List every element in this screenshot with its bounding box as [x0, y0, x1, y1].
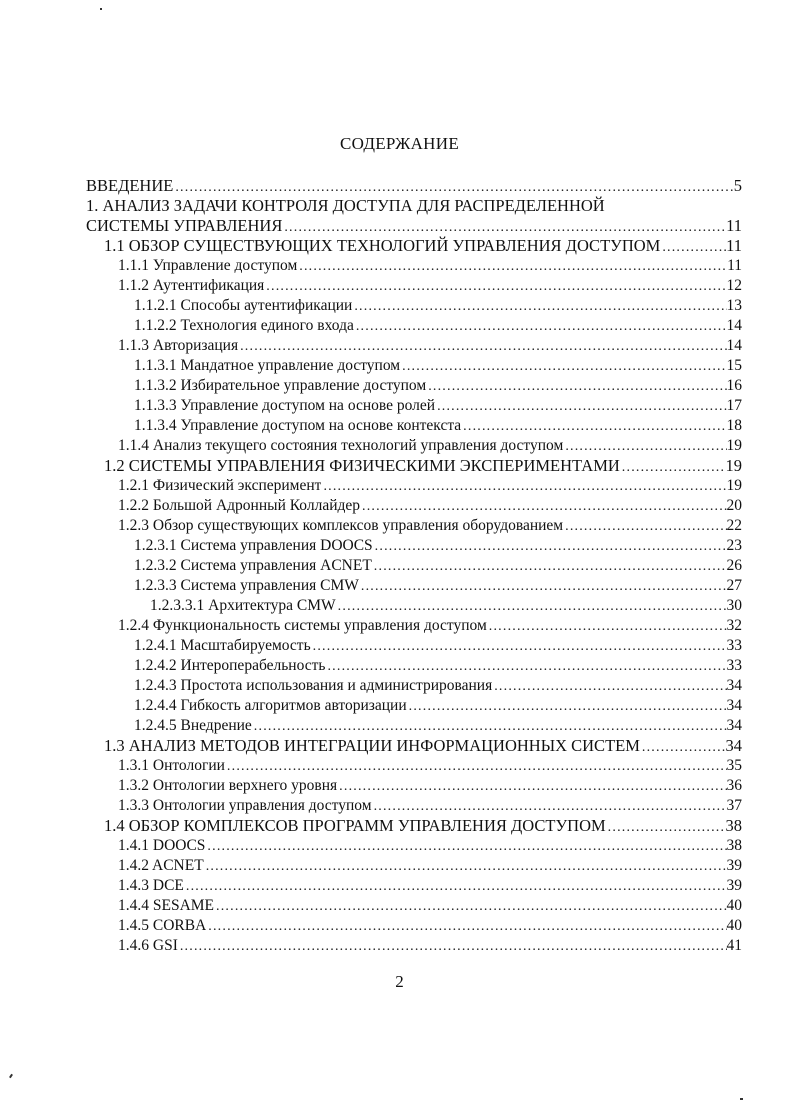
toc-entry-page: 14: [726, 317, 742, 334]
toc-entry-label: 1.2.4.4 Гибкость алгоритмов авторизации: [134, 697, 407, 714]
toc-entry-label: 1.1.2.1 Способы аутентификации: [134, 297, 353, 314]
toc-entry[interactable]: [86, 776, 742, 796]
toc-entry-page: 13: [726, 297, 742, 314]
toc-entry[interactable]: [86, 916, 742, 936]
leader-dots: [660, 238, 726, 258]
leader-dots: [461, 417, 726, 437]
toc-entry-label: 1.1.4 Анализ текущего состояния технологий управления доступом: [118, 437, 564, 454]
toc-entry-label: 1.4.6 GSI: [118, 937, 178, 954]
page-title: СОДЕРЖАНИЕ: [339, 134, 460, 153]
toc-entry[interactable]: [86, 576, 742, 596]
toc-entry-page: 11: [726, 216, 742, 235]
toc-entry[interactable]: [86, 656, 742, 676]
toc-entry[interactable]: [86, 736, 742, 756]
scan-speck: [100, 8, 102, 10]
toc-entry-label: 1.2.3.3.1 Архитектура CMW: [150, 597, 336, 614]
toc-entry-label: 1.3.3 Онтологии управления доступом: [118, 797, 372, 814]
toc-entry-page: 22: [726, 517, 742, 534]
leader-dots: [563, 437, 726, 457]
toc-entry[interactable]: [86, 296, 742, 316]
toc-entry[interactable]: [86, 416, 742, 436]
toc-entry[interactable]: [86, 496, 742, 516]
toc-entry-label: 1.1.3.3 Управление доступом на основе ролей: [134, 397, 436, 414]
toc-entry[interactable]: [86, 316, 742, 336]
toc-entry-label: 1.1.1 Управление доступом: [118, 257, 298, 274]
toc-entry-page: 20: [726, 497, 742, 514]
toc-entry-page: 5: [733, 176, 742, 195]
toc-entry-page: 11: [727, 257, 742, 274]
leader-dots: [352, 297, 726, 317]
toc-entry[interactable]: [86, 856, 742, 876]
leader-dots: [435, 397, 726, 417]
toc-entry-page: 19: [725, 456, 742, 475]
toc-entry[interactable]: [86, 396, 742, 416]
toc-entry-page: 11: [726, 236, 742, 255]
toc-entry-label: 1.2.4.1 Масштабируемость: [134, 637, 311, 654]
toc-entry[interactable]: [86, 236, 742, 256]
toc-entry-label: 1.2.4.5 Внедрение: [134, 717, 252, 734]
leader-dots: [225, 757, 727, 777]
toc-entry-page: 36: [726, 777, 742, 794]
scan-speck: [9, 1074, 13, 1078]
toc-entry-label: 1.2.1 Физический эксперимент: [118, 477, 322, 494]
leader-dots: [640, 738, 726, 758]
leader-dots: [282, 218, 726, 238]
toc-entry[interactable]: [86, 476, 742, 496]
toc-entry[interactable]: [86, 876, 742, 896]
toc-entry-page: 34: [726, 717, 742, 734]
toc-entry-label: 1.2.2 Большой Адронный Коллайдер: [118, 497, 361, 514]
toc-entry-page: 39: [726, 857, 742, 874]
leader-dots: [354, 317, 727, 337]
toc-entry-page: 16: [726, 377, 742, 394]
toc-entry[interactable]: [86, 936, 742, 956]
leader-dots: [206, 917, 726, 937]
leader-dots: [205, 837, 726, 857]
toc-entry-label: 1.1.3.1 Мандатное управление доступом: [134, 357, 401, 374]
leader-dots: [407, 697, 727, 717]
toc-entry[interactable]: [86, 376, 742, 396]
toc-entry[interactable]: [86, 256, 742, 276]
toc-entry-page: 34: [726, 697, 742, 714]
toc-entry-label: 1.2.4.3 Простота использования и администрирования: [134, 677, 493, 694]
toc-entry-label: 1.4.4 SESAME: [118, 897, 215, 914]
leader-dots: [184, 877, 727, 897]
leader-dots: [373, 537, 727, 557]
toc-entry[interactable]: [86, 636, 742, 656]
toc-entry-page: 17: [726, 397, 742, 414]
toc-entry[interactable]: [86, 596, 742, 616]
leader-dots: [173, 178, 733, 198]
toc-entry[interactable]: [86, 756, 742, 776]
toc-entry-page: 15: [726, 357, 742, 374]
leader-dots: [492, 677, 726, 697]
toc-entry[interactable]: [86, 796, 742, 816]
leader-dots: [178, 937, 727, 957]
leader-dots: [336, 597, 727, 617]
toc-entry[interactable]: [86, 676, 742, 696]
toc-entry-label: 1.3.1 Онтологии: [118, 757, 225, 774]
toc-entry[interactable]: [86, 516, 742, 536]
toc-entry[interactable]: [86, 556, 742, 576]
page-number: 2: [395, 972, 404, 991]
table-of-contents: [86, 176, 742, 956]
toc-entry-label: ВВЕДЕНИЕ: [86, 176, 174, 195]
toc-entry-page: 34: [726, 677, 742, 694]
toc-entry[interactable]: [86, 696, 742, 716]
toc-entry-label: 1.2.4.2 Интероперабельность: [134, 657, 326, 674]
toc-entry-label: 1.4.2 ACNET: [118, 857, 204, 874]
toc-entry-label: 1.1 ОБЗОР СУЩЕСТВУЮЩИХ ТЕХНОЛОГИЙ УПРАВЛЕНИЯ ДОСТУПОМ: [104, 236, 661, 255]
leader-dots: [297, 257, 727, 277]
leader-dots: [359, 577, 727, 597]
toc-entry[interactable]: [86, 436, 742, 456]
toc-entry-label: 1.2.3.2 Система управления ACNET: [134, 557, 372, 574]
toc-entry-label: СИСТЕМЫ УПРАВЛЕНИЯ: [86, 216, 283, 235]
toc-entry-label: 1.4.3 DCE: [118, 877, 184, 894]
toc-entry-page: 35: [726, 757, 742, 774]
toc-entry-page: 33: [726, 637, 742, 654]
toc-entry[interactable]: [86, 336, 742, 356]
toc-entry[interactable]: [86, 816, 742, 836]
toc-entry[interactable]: [86, 836, 742, 856]
toc-entry-page: 39: [726, 877, 742, 894]
leader-dots: [620, 458, 726, 478]
leader-dots: [487, 617, 727, 637]
toc-entry-label: 1.2.3 Обзор существующих комплексов управления оборудованием: [118, 517, 564, 534]
toc-entry-page: 38: [725, 816, 742, 835]
toc-entry-label: 1.2.3.3 Система управления CMW: [134, 577, 359, 594]
toc-entry-page: 18: [726, 417, 742, 434]
toc-entry-label: 1.4 ОБЗОР КОМПЛЕКСОВ ПРОГРАММ УПРАВЛЕНИЯ ДОСТУПОМ: [104, 816, 606, 835]
toc-entry-page: 26: [726, 557, 742, 574]
leader-dots: [372, 797, 727, 817]
toc-entry-page: 30: [726, 597, 742, 614]
toc-entry[interactable]: [86, 456, 742, 476]
toc-entry-page: 38: [726, 837, 742, 854]
leader-dots: [264, 277, 726, 297]
leader-dots: [426, 377, 726, 397]
toc-entry-label: 1.2.4 Функциональность системы управления доступом: [118, 617, 487, 634]
toc-entry-page: 40: [726, 897, 742, 914]
leader-dots: [337, 777, 726, 797]
leader-dots: [372, 557, 727, 577]
leader-dots: [311, 637, 727, 657]
toc-entry-label: 1.2 СИСТЕМЫ УПРАВЛЕНИЯ ФИЗИЧЕСКИМИ ЭКСПЕРИМЕНТАМИ: [104, 456, 620, 475]
toc-entry-label: 1.3 АНАЛИЗ МЕТОДОВ ИНТЕГРАЦИИ ИНФОРМАЦИОННЫХ СИСТЕМ: [104, 736, 640, 755]
leader-dots: [214, 897, 726, 917]
toc-entry-label: 1.1.3.2 Избирательное управление доступом: [134, 377, 427, 394]
toc-entry-label: 1.1.2 Аутентификация: [118, 277, 265, 294]
scan-speck: [740, 1098, 743, 1100]
toc-entry[interactable]: [86, 536, 742, 556]
leader-dots: [606, 818, 726, 838]
toc-entry-page: 12: [726, 277, 742, 294]
leader-dots: [321, 477, 726, 497]
toc-entry-page: 41: [726, 937, 742, 954]
toc-entry[interactable]: [86, 276, 742, 296]
toc-entry-label: 1.1.2.2 Технология единого входа: [134, 317, 354, 334]
toc-entry-page: 14: [726, 337, 742, 354]
toc-entry-label: 1.3.2 Онтологии верхнего уровня: [118, 777, 338, 794]
toc-entry-page: 37: [726, 797, 742, 814]
leader-dots: [400, 357, 726, 377]
toc-entry-page: 19: [726, 477, 742, 494]
toc-entry[interactable]: [86, 216, 742, 236]
toc-entry-page: 27: [726, 577, 742, 594]
toc-entry-page: 34: [725, 736, 742, 755]
toc-entry-page: 23: [726, 537, 742, 554]
toc-entry-label: 1.4.1 DOOCS: [118, 837, 206, 854]
toc-entry-page: 32: [726, 617, 742, 634]
toc-entry-label: 1.4.5 CORBA: [118, 917, 207, 934]
leader-dots: [325, 657, 726, 677]
toc-entry[interactable]: [86, 356, 742, 376]
leader-dots: [204, 857, 727, 877]
toc-entry-label: 1.2.3.1 Система управления DOOCS: [134, 537, 373, 554]
toc-entry-label: 1.1.3.4 Управление доступом на основе контекста: [134, 417, 462, 434]
toc-entry-heading-line: 1. АНАЛИЗ ЗАДАЧИ КОНТРОЛЯ ДОСТУПА ДЛЯ РАСПРЕДЕЛЕННОЙ: [86, 196, 605, 215]
toc-entry-page: 40: [726, 917, 742, 934]
leader-dots: [252, 717, 727, 737]
leader-dots: [563, 517, 726, 537]
toc-entry[interactable]: [86, 896, 742, 916]
leader-dots: [360, 497, 726, 517]
toc-entry-page: 19: [726, 437, 742, 454]
toc-entry[interactable]: [86, 176, 742, 196]
toc-entry-label: 1.1.3 Авторизация: [118, 337, 239, 354]
toc-entry-page: 33: [726, 657, 742, 674]
toc-entry[interactable]: [86, 716, 742, 736]
leader-dots: [238, 337, 726, 357]
toc-entry[interactable]: [86, 616, 742, 636]
